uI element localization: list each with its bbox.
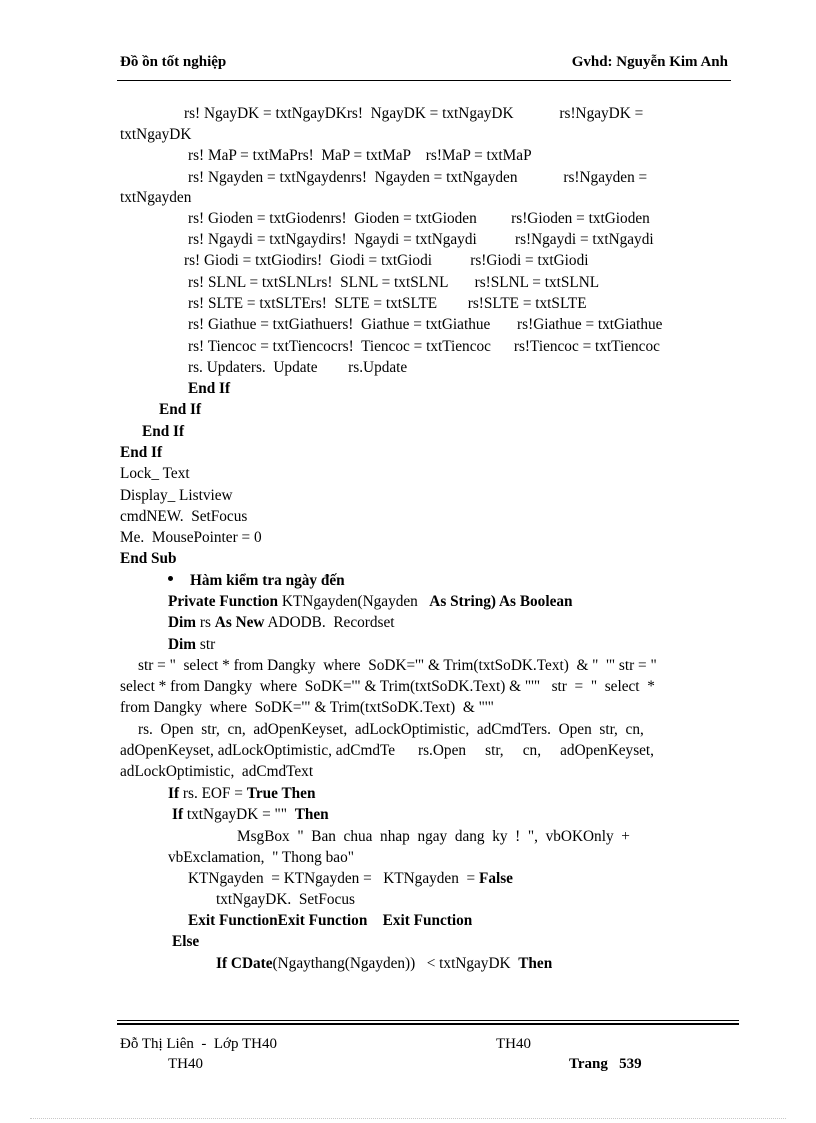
code-text: KTNgayden(Ngayden (281, 593, 418, 610)
code-text: txtNgayDK = "" (186, 806, 288, 823)
code-line: rs! SLNL = txtSLNLrs! SLNL = txtSLNL rs!SLNL = txtSLNL (188, 274, 600, 291)
code-line: rs! Ngaydi = txtNgaydirs! Ngaydi = txtNgaydi rs!Ngaydi = txtNgaydi (188, 231, 654, 248)
code-line: txtNgayden (120, 189, 192, 206)
page-label: Trang (569, 1056, 608, 1072)
code-keyword: End If (188, 380, 231, 397)
section-heading: Hàm kiểm tra ngày đến (190, 572, 345, 589)
code-keyword: End If (142, 423, 185, 440)
header-rule (117, 80, 731, 81)
code-keyword: Exit FunctionExit Function Exit Function (188, 912, 473, 929)
code-line: rs! Gioden = txtGiodenrs! Gioden = txtGioden rs!Gioden = txtGioden (188, 210, 650, 227)
code-line: txtNgayDK. SetFocus (216, 891, 355, 908)
code-line: rs! Ngayden = txtNgaydenrs! Ngayden = txtNgayden rs!Ngayden = (188, 169, 648, 186)
code-keyword: If (172, 806, 184, 823)
page-number-value: 539 (619, 1056, 642, 1072)
code-line: select * from Dangky where SoDK='" & Trim(txtSoDK.Text) & "'" str = " select * (120, 678, 655, 695)
code-line: rs! SLTE = txtSLTErs! SLTE = txtSLTE rs!SLTE = txtSLTE (188, 295, 587, 312)
footer-author: Đỗ Thị Liên - Lớp TH40 (120, 1036, 277, 1052)
code-keyword: Else (172, 933, 200, 950)
code-text: str (199, 636, 216, 653)
code-line: rs! NgayDK = txtNgayDKrs! NgayDK = txtNgayDK rs!NgayDK = (184, 105, 644, 122)
code-keyword: CDate (230, 955, 273, 972)
code-text: rs. EOF = (182, 785, 243, 802)
code-line: cmdNEW. SetFocus (120, 508, 248, 525)
code-line: rs! Tiencoc = txtTiencocrs! Tiencoc = txtTiencoc rs!Tiencoc = txtTiencoc (188, 338, 660, 355)
code-keyword: Then (294, 806, 329, 823)
page-edge-divider (30, 1118, 786, 1119)
footer-class: TH40 (168, 1056, 203, 1072)
code-text: KTNgayden = KTNgayden = KTNgayden = (188, 870, 476, 887)
page-number (569, 1056, 642, 1073)
code-line: Lock_ Text (120, 465, 190, 482)
code-line: rs! MaP = txtMaPrs! MaP = txtMaP rs!MaP = txtMaP (188, 147, 532, 164)
code-keyword: Dim (168, 636, 197, 653)
footer-rule (117, 1020, 739, 1021)
code-keyword: If (168, 785, 180, 802)
code-keyword: As New (214, 614, 265, 631)
footer-class-mid: TH40 (496, 1036, 531, 1052)
code-line: adOpenKeyset, adLockOptimistic, adCmdTe rs.Open str, cn, adOpenKeyset, (120, 742, 655, 759)
code-text: (Ngaythang(Ngayden)) < txtNgayDK (272, 955, 511, 972)
code-line: MsgBox " Ban chua nhap ngay dang ky ! ", vbOKOnly + (237, 828, 630, 845)
code-keyword: End Sub (120, 550, 177, 567)
code-keyword: Dim (168, 614, 197, 631)
code-line: vbExclamation, " Thong bao" (168, 849, 354, 866)
document-title: Đồ ồn tốt nghiệp (120, 54, 227, 70)
code-text: ADODB. Recordset (267, 614, 395, 631)
code-keyword: As String) As Boolean (429, 593, 573, 610)
code-keyword: True Then (246, 785, 316, 802)
code-line: txtNgayDK (120, 126, 192, 143)
supervisor-name: Gvhd: Nguyễn Kim Anh (571, 54, 728, 70)
code-keyword: End If (159, 401, 202, 418)
code-keyword: Then (518, 955, 553, 972)
footer-rule-thick (117, 1023, 739, 1025)
code-keyword: End If (120, 444, 163, 461)
code-keyword: Private Function (168, 593, 279, 610)
code-line: Me. MousePointer = 0 (120, 529, 262, 546)
bullet-icon (168, 576, 173, 581)
code-line: rs. Updaters. Update rs.Update (188, 359, 408, 376)
code-line: Display_ Listview (120, 487, 233, 504)
code-line: adLockOptimistic, adCmdText (120, 763, 314, 780)
code-line: rs. Open str, cn, adOpenKeyset, adLockOptimistic, adCmdTers. Open str, cn, (138, 721, 644, 738)
code-line: str = " select * from Dangky where SoDK='" & Trim(txtSoDK.Text) & " '" str = " (138, 657, 657, 674)
code-line: rs! Giodi = txtGiodirs! Giodi = txtGiodi rs!Giodi = txtGiodi (184, 252, 589, 269)
code-line: from Dangky where SoDK='" & Trim(txtSoDK.Text) & "'" (120, 699, 494, 716)
code-text: rs (199, 614, 211, 631)
code-line: rs! Giathue = txtGiathuers! Giathue = txtGiathue rs!Giathue = txtGiathue (188, 316, 663, 333)
code-keyword: False (478, 870, 513, 887)
code-keyword: If (216, 955, 228, 972)
